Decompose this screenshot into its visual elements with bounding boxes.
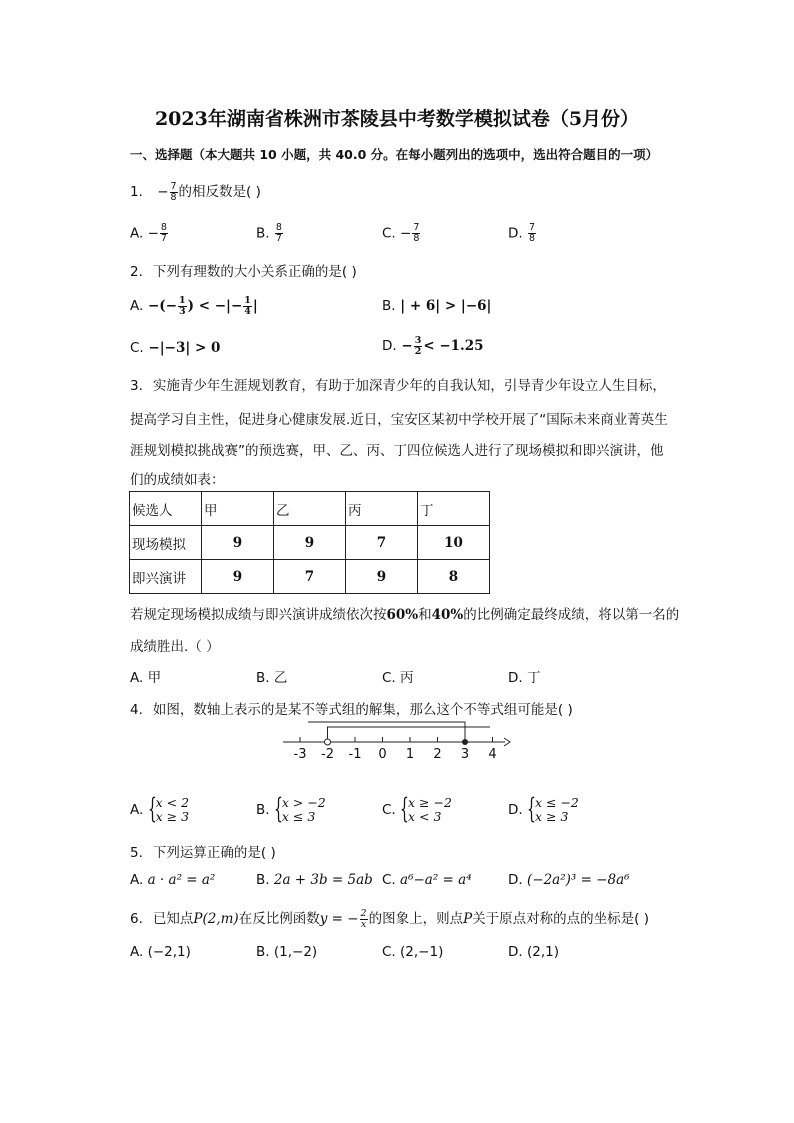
q6-option-b[interactable]: B. (1,−2)	[256, 944, 318, 960]
q5-option-a[interactable]: A. a · a² = a²	[130, 872, 216, 888]
solution-ray-left	[308, 722, 465, 742]
tick-label: -1	[348, 747, 362, 762]
table-header: 乙	[274, 492, 346, 526]
q3-after-line-1: 若规定现场模拟成绩与即兴演讲成绩依次按60%和40%的比例确定最终成绩，将以第一名的	[130, 607, 680, 623]
question-2: 2. 下列有理数的大小关系正确的是( )	[130, 264, 357, 280]
q5-option-b[interactable]: B. 2a + 3b = 5ab	[256, 872, 373, 888]
question-5: 5. 下列运算正确的是( )	[130, 845, 276, 861]
table-row	[130, 560, 490, 594]
question-6: 6. 已知点P(2,m)在反比例函数y = − $\frac{2}{x}$ 的图象上，则点P关于原点对称的点的坐标是( )	[130, 907, 650, 930]
q4-option-c[interactable]: C. { x ≥ −2 x < 3	[382, 792, 452, 825]
q2-option-c[interactable]: C. −|−3| > 0	[130, 340, 221, 356]
table-header: 丙	[346, 492, 418, 526]
q3-after-line-2: 成绩胜出.（ ）	[130, 639, 220, 655]
q3-option-d[interactable]: D. 丁	[508, 670, 541, 686]
table-cell: 9	[202, 560, 274, 594]
q3-line-1: 3. 实施青少年生涯规划教育，有助于加深青少年的自我认知，引导青少年设立人生目标，	[130, 378, 666, 394]
q3-option-b[interactable]: B. 乙	[256, 670, 288, 686]
table-header-row	[130, 492, 490, 526]
q4-option-a[interactable]: A. { x < 2 x ≥ 3	[130, 792, 190, 825]
q2-option-d[interactable]: D. − $\frac{3}{2}$ < −1.25	[382, 335, 484, 357]
tick-label: 4	[488, 747, 497, 762]
q6-option-d[interactable]: D. (2,1)	[508, 944, 559, 960]
section-heading: 一、选择题（本大题共 10 小题，共 40.0 分。在每小题列出的选项中，选出符合题目的一项）	[130, 147, 659, 162]
table-row	[130, 526, 490, 560]
q1-option-c[interactable]: C. − $\frac{7}{8}$	[382, 222, 420, 244]
tick-label: -3	[293, 747, 307, 762]
question-number: 1.	[130, 184, 143, 200]
q4-option-b[interactable]: B. { x > −2 x ≤ 3	[256, 792, 326, 825]
q1-text: 的相反数是( )	[178, 184, 261, 200]
number-line-figure	[280, 715, 515, 765]
table-cell: 9	[274, 526, 346, 560]
q3-option-c[interactable]: C. 丙	[382, 670, 414, 686]
q4-option-d[interactable]: D. { x ≤ −2 x ≥ 3	[508, 792, 579, 825]
q5-option-d[interactable]: D. (−2a²)³ = −8a⁶	[508, 872, 630, 888]
table-header: 丁	[418, 492, 490, 526]
q6-option-a[interactable]: A. (−2,1)	[130, 944, 191, 960]
question-1	[130, 180, 261, 203]
q3-option-a[interactable]: A. 甲	[130, 670, 162, 686]
tick-label: 2	[433, 747, 442, 762]
q3-line-4: 们的成绩如表：	[130, 472, 225, 488]
q3-line-2: 提高学习自主性，促进身心健康发展.近日，宝安区某初中学校开展了“国际未来商业菁英生	[130, 412, 668, 428]
table-cell: 9	[346, 560, 418, 594]
table-cell: 7	[274, 560, 346, 594]
question-4: 4. 如图，数轴上表示的是某不等式组的解集，那么这个不等式组可能是( )	[130, 702, 573, 718]
tick-label: 1	[405, 747, 415, 762]
q1-frac-sign: −	[157, 184, 169, 200]
table-header: 甲	[202, 492, 274, 526]
row-label: 现场模拟	[130, 526, 202, 560]
q1-option-d[interactable]: D. $\frac{7}{8}$	[508, 222, 536, 244]
tick-label: 3	[460, 747, 470, 762]
q6-option-c[interactable]: C. (2,−1)	[382, 944, 444, 960]
closed-point	[462, 739, 468, 745]
q2-option-b[interactable]: B. | + 6| > |−6|	[382, 298, 492, 314]
q5-option-c[interactable]: C. a⁶−a² = a⁴	[382, 872, 472, 888]
q1-option-a[interactable]: A. − $\frac{8}{7}$	[130, 222, 167, 244]
table-cell: 7	[346, 526, 418, 560]
q1-fraction: $\frac{7}{8}$	[170, 180, 177, 203]
page-title: 2023年湖南省株洲市茶陵县中考数学模拟试卷（5月份）	[154, 108, 640, 130]
table-cell: 10	[418, 526, 490, 560]
table-cell: 9	[202, 526, 274, 560]
tick-label: 0	[378, 747, 387, 762]
tick-label: -2	[321, 747, 334, 762]
table-header: 候选人	[130, 492, 202, 526]
open-point	[325, 739, 331, 745]
table-cell: 8	[418, 560, 490, 594]
q3-line-3: 涯规划模拟挑战赛”的预选赛，甲、乙、丙、丁四位候选人进行了现场模拟和即兴演讲，他	[130, 443, 664, 459]
score-table	[129, 491, 490, 594]
row-label: 即兴演讲	[130, 560, 202, 594]
q1-option-b[interactable]: B. $\frac{8}{7}$	[256, 222, 282, 244]
q2-option-a[interactable]: A. −(− $\frac{1}{3}$ ) < −|− $\frac{1}{4}$ |	[130, 295, 258, 317]
